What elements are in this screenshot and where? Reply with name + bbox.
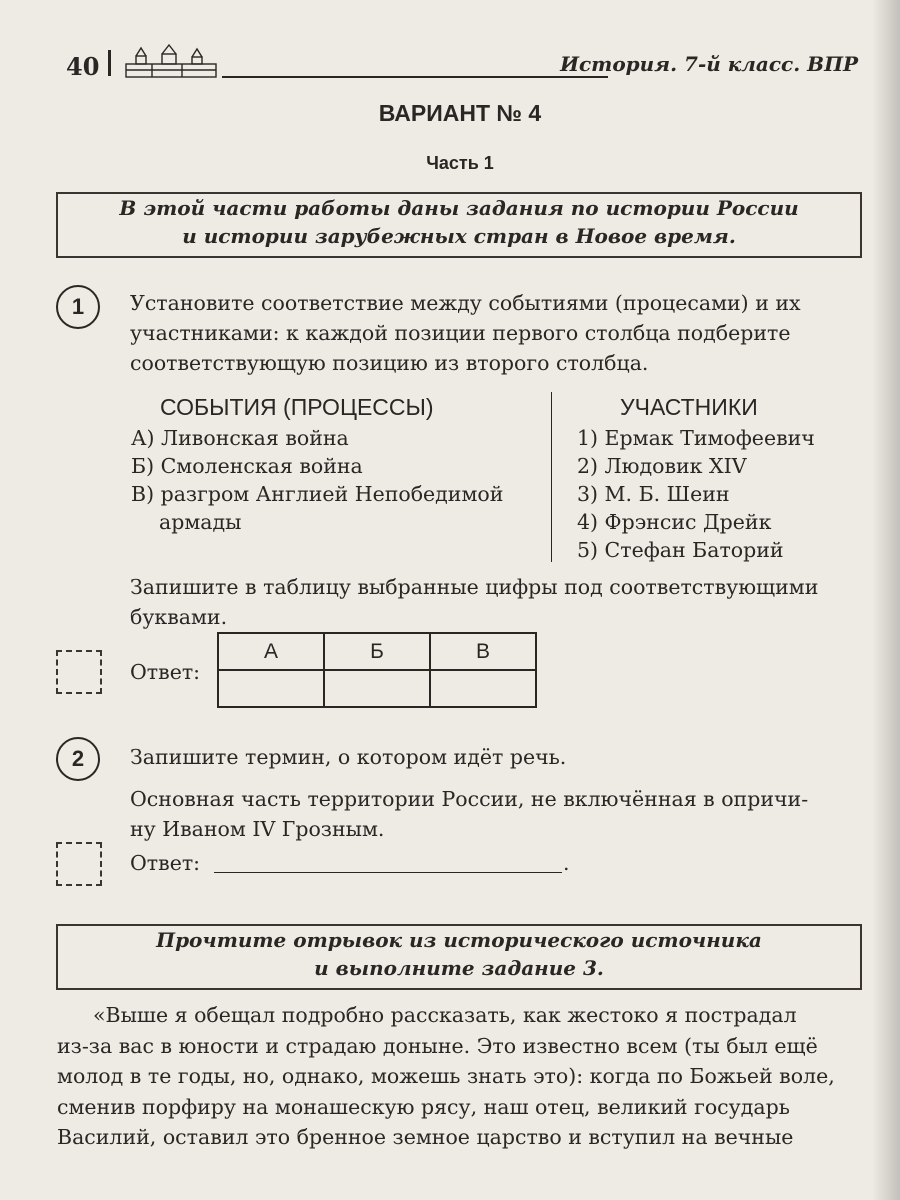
column-divider [551, 392, 552, 562]
kremlin-logo-icon [122, 44, 222, 80]
instruction-line: Запишите в таблицу выбранные цифры под соответствующими [130, 575, 819, 599]
quote-line: «Выше я обещал подробно рассказать, как жестоко я пострадал [93, 1003, 797, 1027]
book-title: История. 7-й класс. ВПР [560, 52, 858, 76]
answer-table-header: Б [324, 633, 430, 670]
task2-prompt: Запишите термин, о котором идёт речь. [130, 745, 567, 769]
task-number-2: 2 [56, 737, 100, 781]
task1-instruction [130, 572, 865, 632]
answer-cell-a[interactable] [218, 670, 324, 707]
events-header: СОБЫТИЯ (ПРОЦЕССЫ) [160, 394, 434, 420]
answer-period: . [563, 851, 570, 875]
header-rule [222, 76, 608, 78]
events-list [131, 424, 546, 536]
participants-header: УЧАСТНИКИ [620, 394, 758, 420]
event-item: армады [159, 510, 242, 534]
answer-table-header: В [430, 633, 536, 670]
answer-line[interactable] [214, 872, 562, 873]
participants-list [577, 424, 862, 564]
prompt-line: участниками: к каждой позиции первого столбца подберите [130, 321, 791, 345]
participant-item: 3) М. Б. Шеин [577, 482, 730, 506]
task2-body [130, 784, 865, 844]
source-quote [57, 1000, 861, 1153]
quote-line: сменив порфиру на монашескую рясу, наш отец, великий государь [57, 1094, 790, 1119]
intro-note-line: В этой части работы даны задания по истории России [119, 196, 799, 220]
answer-cell-v[interactable] [430, 670, 536, 707]
quote-line: молод в те годы, но, однако, можешь знать это): когда по Божьей воле, [57, 1064, 835, 1088]
participant-item: 5) Стефан Баторий [577, 538, 784, 562]
task-number-1: 1 [56, 285, 100, 329]
answer-table-header: А [218, 633, 324, 670]
event-item: Б) Смоленская война [131, 454, 363, 478]
quote-line: из-за вас в юности и страдаю доныне. Это известно всем (ты был ещё [57, 1033, 818, 1058]
prompt-line: соответствующую позицию из второго столбца. [130, 351, 649, 375]
source-note-line: и выполните задание 3. [314, 956, 604, 980]
body-line: Основная часть территории России, не включённая в опричи- [130, 787, 809, 811]
score-box-1 [56, 650, 102, 694]
source-note-line: Прочтите отрывок из исторического источника [156, 928, 762, 952]
participant-item: 2) Людовик XIV [577, 454, 747, 478]
part-title: Часть 1 [426, 153, 494, 173]
intro-note [56, 192, 862, 258]
event-item: А) Ливонская война [131, 426, 349, 450]
answer-label-1: Ответ: [130, 660, 201, 684]
score-box-2 [56, 842, 102, 886]
source-note [56, 924, 862, 990]
participant-item: 1) Ермак Тимофеевич [577, 426, 815, 450]
answer-cell-b[interactable] [324, 670, 430, 707]
answer-table [217, 632, 537, 708]
page-edge-shadow [872, 0, 900, 1200]
prompt-line: Установите соответствие между событиями (процесами) и их [130, 291, 801, 315]
page-number: 40 [66, 52, 100, 81]
intro-note-line: и истории зарубежных стран в Новое время. [182, 224, 736, 248]
header-divider [108, 50, 111, 76]
quote-line: Василий, оставил это бренное земное царство и вступил на вечные [57, 1125, 794, 1149]
participant-item: 4) Фрэнсис Дрейк [577, 510, 772, 534]
answer-label-2: Ответ: [130, 851, 201, 875]
instruction-line: буквами. [130, 605, 228, 629]
variant-title: ВАРИАНТ № 4 [378, 100, 542, 126]
body-line: ну Иваном IV Грозным. [130, 817, 385, 841]
task1-prompt [130, 288, 865, 378]
event-item: В) разгром Англией Непобедимой [131, 482, 504, 506]
